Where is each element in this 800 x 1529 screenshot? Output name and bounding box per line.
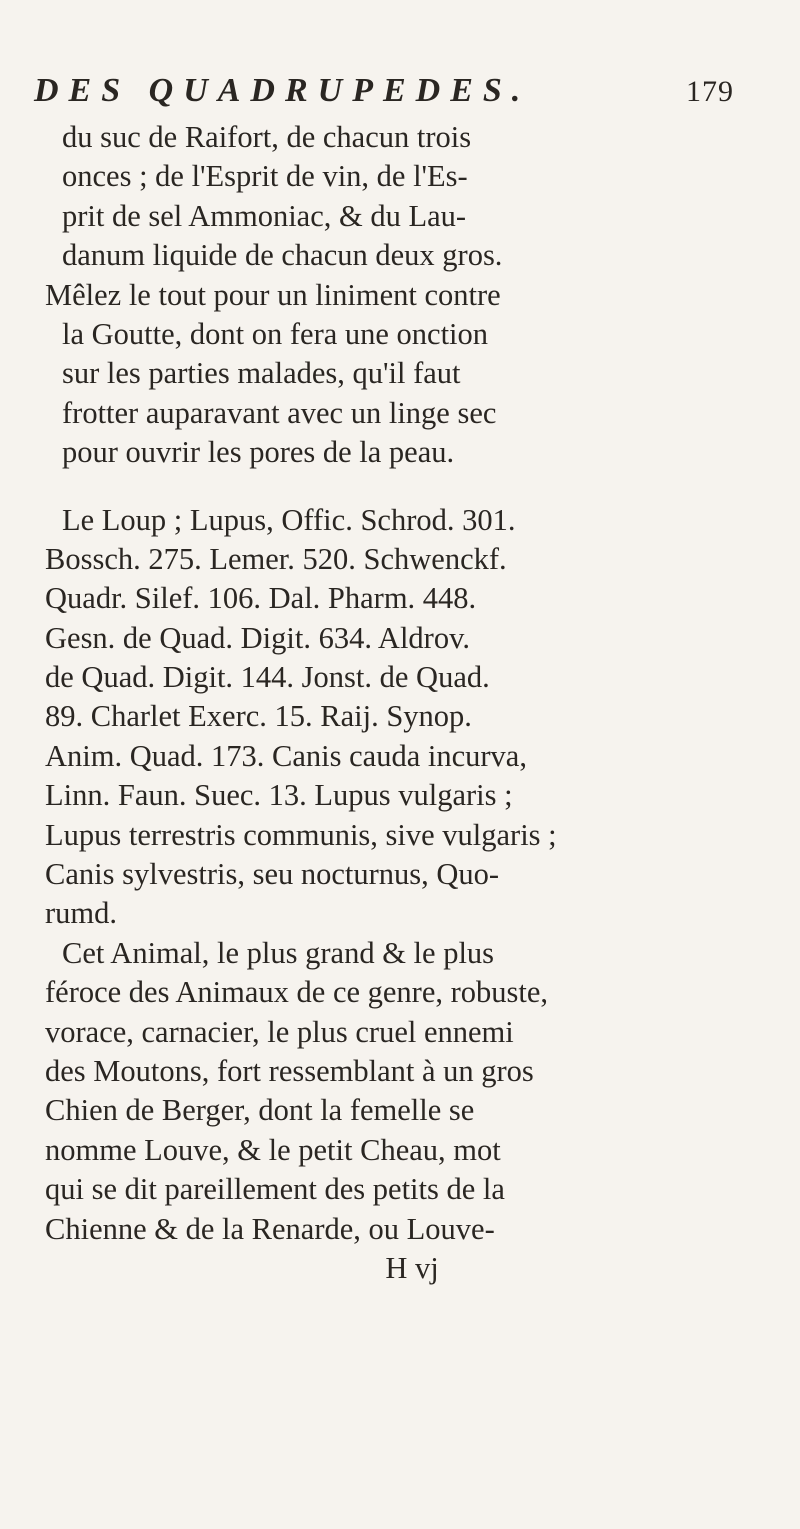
text-line: féroce des Animaux de ce genre, robuste, [45,975,549,1010]
text-line: Quadr. Silef. 106. Dal. Pharm. 448. [45,581,477,616]
text-line: frotter auparavant avec un linge sec [62,395,497,430]
paragraph-gap [62,473,762,501]
text-line: Linn. Faun. Suec. 13. Lupus vulgaris ; [45,778,513,813]
running-head-title: DES QUADRUPEDES. [34,72,531,109]
text-line: rumd. [45,896,118,931]
signature-mark: H vj [385,1250,439,1285]
text-line: Canis sylvestris, seu nocturnus, Quo- [45,857,500,892]
text-line: de Quad. Digit. 144. Jonst. de Quad. [45,660,490,695]
text-line: Gesn. de Quad. Digit. 634. Aldrov. [45,620,470,655]
paragraph-wolf-description [45,934,762,1249]
text-line: Bossch. 275. Lemer. 520. Schwenckf. [45,541,507,576]
body-text [45,118,762,1288]
text-line: Anim. Quad. 173. Canis cauda incurva, [45,738,527,773]
page-number: 179 [686,75,734,108]
text-line: onces ; de l'Esprit de vin, de l'Es- [62,159,468,194]
text-line: des Moutons, fort ressemblant à un gros [45,1053,534,1088]
paragraph-remedy [45,118,762,473]
text-line: Le Loup ; Lupus, Offic. Schrod. 301. [62,502,516,537]
text-line: prit de sel Ammoniac, & du Lau- [62,198,467,233]
text-line: qui se dit pareillement des petits de la [45,1172,505,1207]
text-line: du suc de Raifort, de chacun trois [62,120,472,154]
text-line: danum liquide de chacun deux gros. [62,238,503,273]
text-line: 89. Charlet Exerc. 15. Raij. Synop. [45,699,472,734]
text-line: sur les parties malades, qu'il faut [62,356,461,391]
text-line: Mêlez le tout pour un liniment contre [45,277,501,312]
text-line: Lupus terrestris communis, sive vulgaris ; [45,817,557,852]
text-line: Cet Animal, le plus grand & le plus [62,935,495,970]
text-line: pour ouvrir les pores de la peau. [62,435,455,470]
text-line: vorace, carnacier, le plus cruel ennemi [45,1014,514,1049]
text-line: Chien de Berger, dont la femelle se [45,1093,475,1128]
text-line: Chienne & de la Renarde, ou Louve- [45,1211,495,1246]
running-head [34,72,734,116]
text-line: la Goutte, dont on fera une onction [62,316,489,351]
text-line: nomme Louve, & le petit Cheau, mot [45,1132,501,1167]
paragraph-wolf-references [45,501,762,934]
